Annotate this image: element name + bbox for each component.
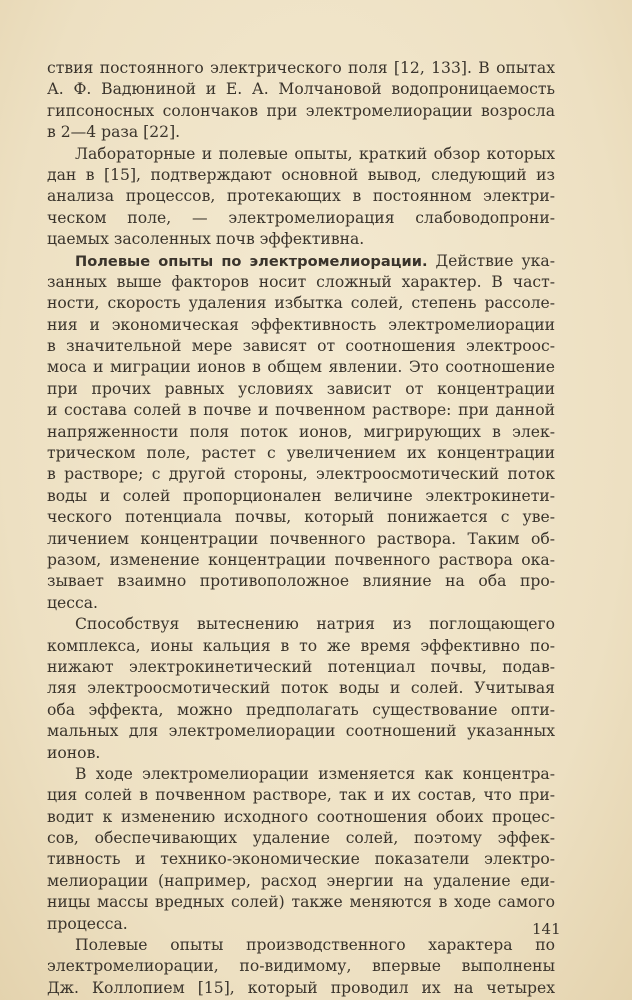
text-line: [47, 743, 555, 764]
text-line-content: ция солей в почвенном растворе, так и их состав, что при-: [47, 786, 555, 805]
text-line: [47, 79, 555, 100]
text-line-content: ляя электроосмотический поток воды и солей. Учитывая: [47, 679, 555, 698]
text-line-content: тивность и технико-экономические показатели электро-: [47, 850, 555, 869]
text-line: [47, 892, 555, 913]
text-line-content: сов, обеспечивающих удаление солей, поэтому эффек-: [47, 829, 555, 848]
text-line-content: мелиорации (например, расход энергии на удаление еди-: [47, 871, 555, 890]
text-line-content: личением концентрации почвенного раствора. Таким об-: [47, 529, 555, 548]
text-line-content: моса и миграции ионов в общем явлении. Это соотношение: [47, 358, 555, 377]
text-line: [47, 657, 555, 678]
text-line: [47, 165, 555, 186]
text-line-content: электромелиорации, по-видимому, впервые выполнены: [47, 957, 555, 976]
text-line: [47, 229, 555, 250]
text-line-content: Полевые опыты производственного характера по: [75, 936, 555, 955]
text-line-content: ности, скорость удаления избытка солей, степень рассоле-: [47, 294, 555, 313]
text-line: [47, 849, 555, 870]
page-number: 141: [532, 920, 561, 938]
text-line-content: в значительной мере зависят от соотношения электроос-: [47, 337, 555, 356]
text-line: [47, 914, 555, 935]
text-line: [47, 828, 555, 849]
text-line-content: напряженности поля поток ионов, мигрирующих в элек-: [47, 422, 555, 441]
text-line-content: водит к изменению исходного соотношения обоих процес-: [47, 807, 555, 826]
text-line-content: мальных для электромелиорации соотношений указанных: [47, 722, 555, 741]
text-line: [47, 721, 555, 742]
text-line: [47, 422, 555, 443]
text-line-content: ческом поле, — электромелиорация слабоводопрони-: [47, 208, 555, 227]
text-line: [47, 529, 555, 550]
text-line-content: Дж. Коллопием [15], который проводил их на четырех: [47, 978, 555, 997]
text-line: [47, 678, 555, 699]
text-line-content: Способствуя вытеснению натрия из поглощающего: [75, 615, 555, 634]
text-line-content: воды и солей пропорционален величине электрокинети-: [47, 486, 555, 505]
text-line: [47, 956, 555, 977]
text-line-content: в растворе; с другой стороны, электроосмотический поток: [47, 465, 555, 484]
text-line: [47, 208, 555, 229]
text-line-content: оба эффекта, можно предполагать существование опти-: [47, 700, 555, 719]
text-line: [47, 58, 555, 79]
text-line: [47, 186, 555, 207]
text-line-content: нижают электрокинетический потенциал почвы, подав-: [47, 657, 555, 676]
text-line: [47, 593, 555, 614]
text-line: [47, 379, 555, 400]
text-line: [47, 315, 555, 336]
text-line: [47, 614, 555, 635]
text-line-content: ния и экономическая эффективность электромелиорации: [47, 315, 555, 334]
text-line: [47, 400, 555, 421]
text-line: [47, 464, 555, 485]
text-line-content: ионов.: [47, 743, 101, 762]
text-line: [47, 122, 555, 143]
text-line-content: ческого потенциала почвы, который понижается с уве-: [47, 508, 555, 527]
text-line-content: В ходе электромелиорации изменяется как концентра-: [75, 764, 555, 783]
text-line: [47, 336, 555, 357]
text-line-content: зывает взаимно противоположное влияние на оба про-: [47, 572, 555, 591]
text-line-content: и состава солей в почве и почвенном растворе: при данной: [47, 401, 555, 420]
text-line-content: ствия постоянного электрического поля [12, 133]. В опытах: [47, 59, 555, 77]
text-line-content: занных выше факторов носит сложный характер. В част-: [47, 272, 555, 291]
text-line-content: гипсоносных солончаков при электромелиорации возросла: [47, 101, 555, 120]
text-line-content: процесса.: [47, 914, 128, 933]
text-line: [47, 357, 555, 378]
section-run-in-heading: Полевые опыты по электромелиорации.: [75, 252, 428, 270]
text-line: [47, 486, 555, 507]
text-line-content: трическом поле, растет с увеличением их концентрации: [47, 444, 555, 463]
text-line-content: Лабораторные и полевые опыты, краткий обзор которых: [75, 144, 555, 163]
body-text: [47, 58, 555, 999]
text-line: [47, 807, 555, 828]
text-line-content: комплекса, ионы кальция в то же время эффективно по-: [47, 636, 555, 655]
text-line: [47, 144, 555, 165]
text-line: [47, 507, 555, 528]
text-line-content: Действие ука-: [427, 251, 555, 270]
text-line: [47, 293, 555, 314]
text-line: [47, 785, 555, 806]
text-line-content: цаемых засоленных почв эффективна.: [47, 230, 365, 249]
text-line-content: при прочих равных условиях зависит от концентрации: [47, 379, 555, 398]
text-line-content: разом, изменение концентрации почвенного раствора ока-: [47, 550, 555, 569]
text-line: [47, 935, 555, 956]
text-line: [47, 251, 555, 272]
text-line-content: в 2—4 раза [22].: [47, 123, 181, 142]
text-line-content: анализа процессов, протекающих в постоянном электри-: [47, 187, 555, 206]
text-line: [47, 700, 555, 721]
text-line: [47, 978, 555, 999]
text-line: [47, 871, 555, 892]
text-line-content: дан в [15], подтверждают основной вывод, следующий из: [47, 165, 555, 184]
text-line: [47, 571, 555, 592]
text-line-content: А. Ф. Вадюниной и Е. А. Молчановой водопроницаемость: [47, 80, 555, 99]
text-line: [47, 550, 555, 571]
text-line-content: цесса.: [47, 593, 98, 612]
text-line: [47, 636, 555, 657]
text-line: [47, 272, 555, 293]
text-line: [47, 764, 555, 785]
text-line: [47, 443, 555, 464]
text-line: [47, 101, 555, 122]
text-line-content: ницы массы вредных солей) также меняются в ходе самого: [47, 893, 555, 912]
